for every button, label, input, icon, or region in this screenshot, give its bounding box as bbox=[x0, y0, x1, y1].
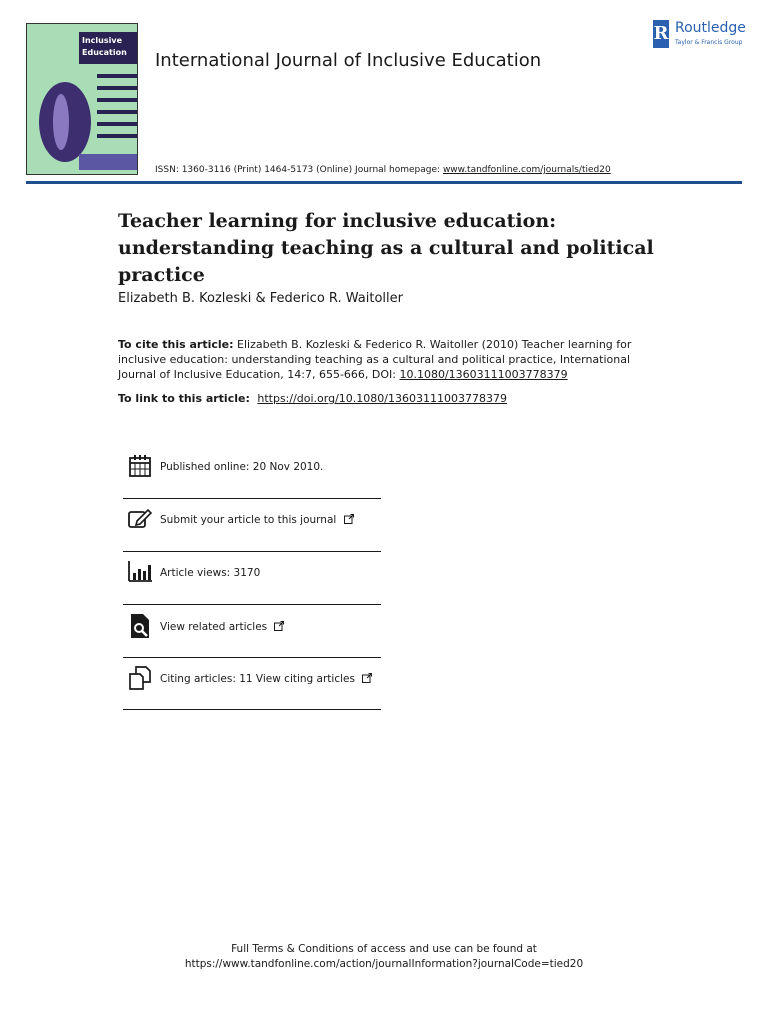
published-online-label: Published online: 20 Nov 2010. bbox=[160, 461, 324, 473]
cover-title-line2: Education bbox=[82, 48, 127, 57]
journal-homepage-link[interactable]: www.tandfonline.com/journals/tied20 bbox=[442, 165, 611, 175]
info-divider bbox=[123, 604, 381, 605]
external-link-icon bbox=[274, 621, 284, 631]
cover-title-line1: Inclusive bbox=[82, 36, 122, 45]
issn-text: ISSN: 1360-3116 (Print) 1464-5173 (Online) Journal homepage: bbox=[155, 165, 441, 175]
external-link-icon bbox=[344, 514, 354, 524]
footer-terms-link[interactable]: https://www.tandfonline.com/action/journalInformation?journalCode=tied20 bbox=[184, 958, 584, 970]
citation-block bbox=[118, 337, 648, 382]
related-articles-label: View related articles bbox=[160, 621, 268, 633]
link-label: To link to this article: bbox=[118, 392, 250, 405]
cite-text: Elizabeth B. Kozleski & Federico R. Waitoller (2010) Teacher learning for inclusive education: understanding teaching as a cultural and political practice, International Journal of Inclusive Education, 14:7, 655-666, DOI: bbox=[118, 338, 632, 381]
submit-article-label: Submit your article to this journal bbox=[160, 514, 337, 526]
info-divider bbox=[123, 709, 381, 710]
issn-line bbox=[155, 165, 611, 175]
cite-label: To cite this article: bbox=[118, 338, 234, 351]
routledge-logo bbox=[653, 20, 748, 50]
citing-icon bbox=[127, 665, 153, 691]
journal-cover-image bbox=[26, 23, 138, 175]
footer bbox=[0, 942, 768, 972]
citing-articles-label: Citing articles: 11 View citing articles bbox=[160, 673, 355, 685]
article-title: Teacher learning for inclusive education: understanding teaching as a cultural and political practice bbox=[118, 210, 654, 286]
publisher-subtitle: Taylor & Francis Group bbox=[675, 39, 743, 46]
related-articles-link[interactable] bbox=[160, 621, 284, 633]
external-link-icon bbox=[362, 673, 372, 683]
footer-terms-text: Full Terms & Conditions of access and use can be found at bbox=[231, 943, 537, 955]
citing-articles-link[interactable] bbox=[160, 673, 372, 685]
article-views-label: Article views: 3170 bbox=[160, 567, 261, 579]
publisher-name: Routledge bbox=[675, 20, 746, 36]
routledge-r-icon: R bbox=[653, 20, 669, 48]
search-document-icon bbox=[127, 613, 153, 639]
pencil-icon bbox=[127, 506, 153, 532]
article-link-line bbox=[118, 391, 507, 406]
info-divider bbox=[123, 498, 381, 499]
article-authors: Elizabeth B. Kozleski & Federico R. Waitoller bbox=[118, 291, 403, 306]
info-divider bbox=[123, 551, 381, 552]
submit-article-link[interactable] bbox=[160, 514, 354, 526]
info-divider bbox=[123, 657, 381, 658]
journal-title: International Journal of Inclusive Education bbox=[155, 50, 542, 71]
cite-doi-link[interactable]: 10.1080/13603111003778379 bbox=[399, 368, 568, 381]
header-divider bbox=[26, 181, 742, 184]
bar-chart-icon bbox=[127, 559, 153, 585]
calendar-icon bbox=[127, 453, 153, 479]
article-doi-link[interactable]: https://doi.org/10.1080/13603111003778379 bbox=[257, 392, 507, 405]
